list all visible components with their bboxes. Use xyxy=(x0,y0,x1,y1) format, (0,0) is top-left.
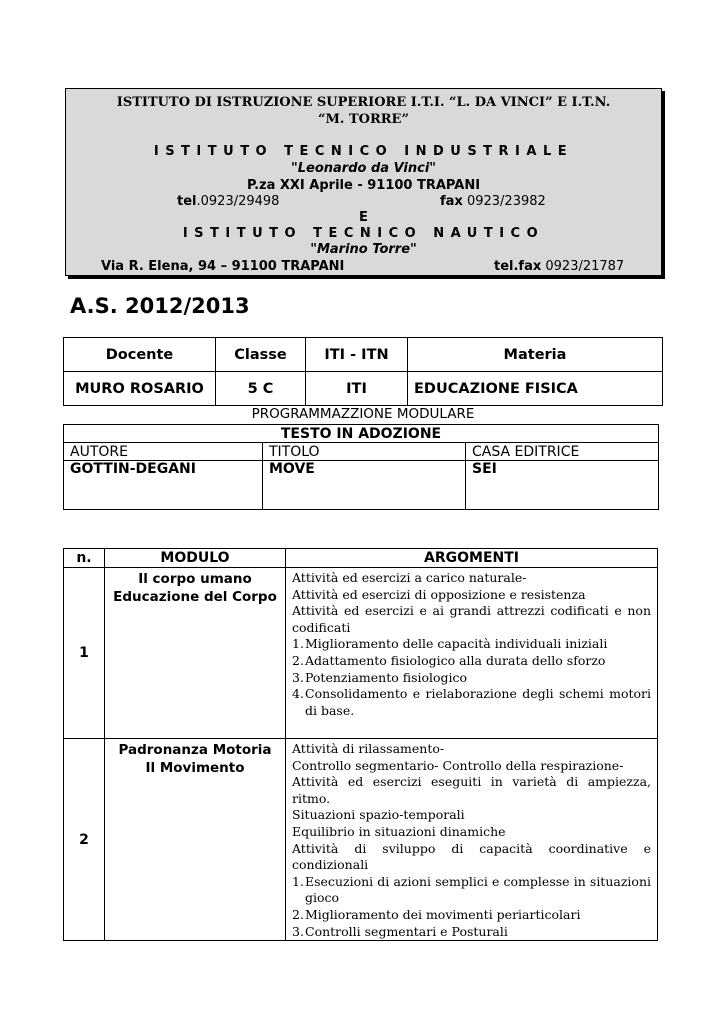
telfax-label: tel.fax xyxy=(494,259,542,274)
numbered-topic: 2. Miglioramento dei movimenti periarticolari xyxy=(292,906,581,922)
module-topics xyxy=(286,739,658,941)
header-modulo: MODULO xyxy=(105,549,286,568)
header-conjunction: E xyxy=(359,210,368,225)
header-autore: AUTORE xyxy=(64,443,263,461)
numbered-topic: 3. Potenziamento fisiologico xyxy=(292,669,468,685)
itn-title: ISTITUTO TECNICO NAUTICO xyxy=(182,226,545,241)
iti-address: P.za XXI Aprile - 91100 TRAPANI xyxy=(246,178,481,193)
topic: Attività ed esercizi e ai grandi attrezzi codificati e non codificati xyxy=(292,603,651,635)
topic: Attività ed esercizi eseguiti in varietà di ampiezza, ritmo. xyxy=(292,774,651,806)
module-name xyxy=(105,739,286,941)
topic: Situazioni spazio-temporali xyxy=(292,807,465,823)
header-classe: Classe xyxy=(216,338,306,372)
header-iti-itn: ITI - ITN xyxy=(306,338,408,372)
header-casa-editrice: CASA EDITRICE xyxy=(466,443,659,461)
modules-header-row xyxy=(64,549,658,568)
header-docente: Docente xyxy=(64,338,216,372)
header-materia: Materia xyxy=(408,338,663,372)
header-argomenti: ARGOMENTI xyxy=(286,549,658,568)
info-value-row xyxy=(64,372,663,406)
iti-title: ISTITUTO TECNICO INDUSTRIALE xyxy=(153,144,574,159)
textbook-value-row xyxy=(64,461,659,510)
programming-label: PROGRAMMAZZIONE MODULARE xyxy=(251,406,475,422)
iti-name: "Leonardo da Vinci" xyxy=(290,161,437,176)
value-iti-itn: ITI xyxy=(306,372,408,406)
module-number: 2 xyxy=(64,739,105,941)
header-n: n. xyxy=(64,549,105,568)
numbered-topic: 1. Esecuzioni di azioni semplici e complesse in situazioni gioco xyxy=(292,873,651,906)
value-classe: 5 C xyxy=(216,372,306,406)
school-header xyxy=(65,88,662,276)
value-docente: MURO ROSARIO xyxy=(64,372,216,406)
module-name-line2: Educazione del Corpo xyxy=(113,589,277,605)
fax-label: fax xyxy=(440,194,463,209)
topic: Attività di sviluppo di capacità coordinative e condizionali xyxy=(292,840,651,873)
numbered-topic: 1. Miglioramento delle capacità individuali iniziali xyxy=(292,636,608,652)
modules-table xyxy=(63,548,658,941)
module-topics xyxy=(286,568,658,739)
module-row xyxy=(64,739,658,941)
numbered-topic: 3. Controlli segmentari e Posturali xyxy=(292,923,508,939)
header-line2: “M. TORRE” xyxy=(318,112,409,127)
header-line1: ISTITUTO DI ISTRUZIONE SUPERIORE I.T.I. “L. DA VINCI” E I.T.N. xyxy=(116,95,611,110)
telfax-value: 0923/21787 xyxy=(541,259,625,274)
info-table xyxy=(63,337,663,406)
textbook-table xyxy=(63,424,659,510)
fax-value: 0923/23982 xyxy=(462,194,546,209)
value-casa-editrice: SEI xyxy=(466,461,659,510)
tel-label: tel xyxy=(177,194,197,209)
value-autore: GOTTIN-DEGANI xyxy=(64,461,263,510)
topic: Controllo segmentario- Controllo della respirazione- xyxy=(292,757,624,773)
info-header-row xyxy=(64,338,663,372)
module-name-line2: Il Movimento xyxy=(145,760,245,776)
value-titolo: MOVE xyxy=(263,461,466,510)
numbered-topic: 2. Adattamento fisiologico alla durata dello sforzo xyxy=(292,652,606,668)
value-materia: EDUCAZIONE FISICA xyxy=(408,372,663,406)
module-name xyxy=(105,568,286,739)
numbered-topic: 4. Consolidamento e rielaborazione degli schemi motori di base. xyxy=(292,686,651,718)
module-name-line1: Il corpo umano xyxy=(138,571,252,587)
module-name-line1: Padronanza Motoria xyxy=(118,742,272,758)
module-row xyxy=(64,568,658,739)
itn-name: "Marino Torre" xyxy=(310,242,417,257)
module-number: 1 xyxy=(64,568,105,739)
tel-value: .0923/29498 xyxy=(196,194,280,209)
textbook-header-row xyxy=(64,443,659,461)
topic: Attività ed esercizi a carico naturale- xyxy=(292,570,527,585)
school-year: A.S. 2012/2013 xyxy=(70,294,250,318)
itn-address: Via R. Elena, 94 – 91100 TRAPANI xyxy=(101,259,345,274)
topic: Attività di rilassamento- xyxy=(292,741,445,756)
textbook-title: TESTO IN ADOZIONE xyxy=(64,425,659,443)
topic: Attività ed esercizi di opposizione e resistenza xyxy=(292,586,586,602)
topic: Equilibrio in situazioni dinamiche xyxy=(292,823,506,839)
header-titolo: TITOLO xyxy=(263,443,466,461)
